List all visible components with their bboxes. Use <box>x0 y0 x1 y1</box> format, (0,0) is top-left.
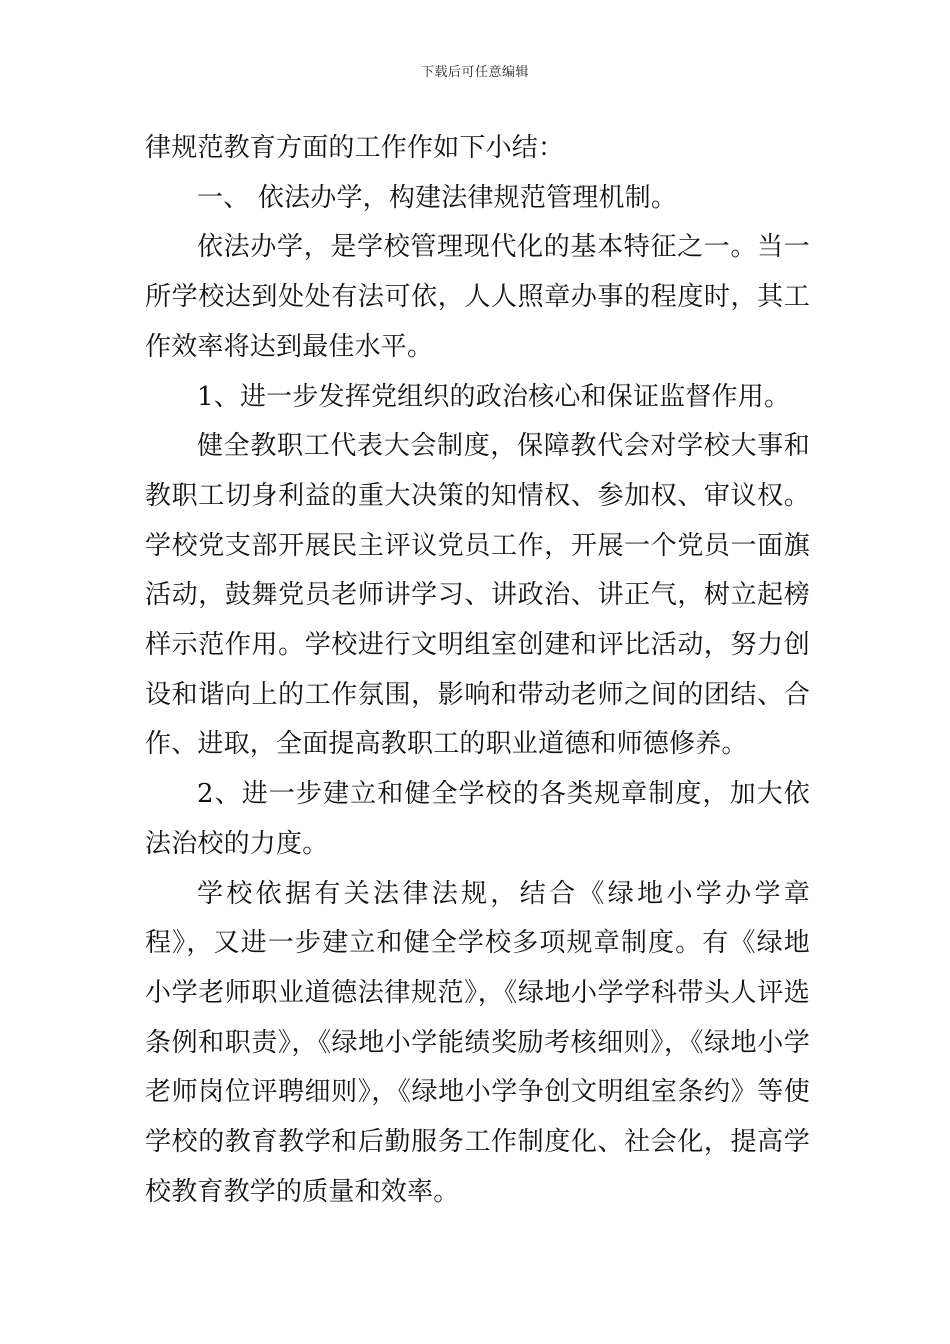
paragraph-party-role: 健全教职工代表大会制度，保障教代会对学校大事和教职工切身利益的重大决策的知情权、参加权、审议权。学校党支部开展民主评议党员工作，开展一个党员一面旗活动，鼓舞党员老师讲学习、讲政治、讲正气，树立起榜样示范作用。学校进行文明组室创建和评比活动，努力创设和谐向上的工作氛围，影响和带动老师之间的团结、合作、进取，全面提高教职工的职业道德和师德修养。 <box>145 431 810 760</box>
paragraph-intro: 依法办学，是学校管理现代化的基本特征之一。当一所学校达到处处有法可依，人人照章办事的程度时，其工作效率将达到最佳水平。 <box>145 232 810 362</box>
subheading-2: 2、进一步建立和健全学校的各类规章制度，加大依法治校的力度。 <box>145 779 810 859</box>
paragraph-regulations: 学校依据有关法律法规，结合《绿地小学办学章程》，又进一步建立和健全学校多项规章制度。有《绿地小学老师职业道德法律规范》，《绿地小学学科带头人评选条例和职责》，《绿地小学能绩奖励考核细则》，《绿地小学老师岗位评聘细则》，《绿地小学争创文明组室条约》等使学校的教育教学和后勤服务工作制度化、社会化，提高学校教育教学的质量和效率。 <box>145 878 810 1207</box>
document-body <box>145 124 810 1217</box>
subheading-1: 1、进一步发挥党组织的政治核心和保证监督作用。 <box>197 381 791 412</box>
page-header: 下载后可任意编辑 <box>420 65 529 80</box>
section-heading-1: 一、 依法办学，构建法律规范管理机制。 <box>197 182 678 213</box>
paragraph-continuation: 律规范教育方面的工作作如下小结： <box>145 133 565 163</box>
